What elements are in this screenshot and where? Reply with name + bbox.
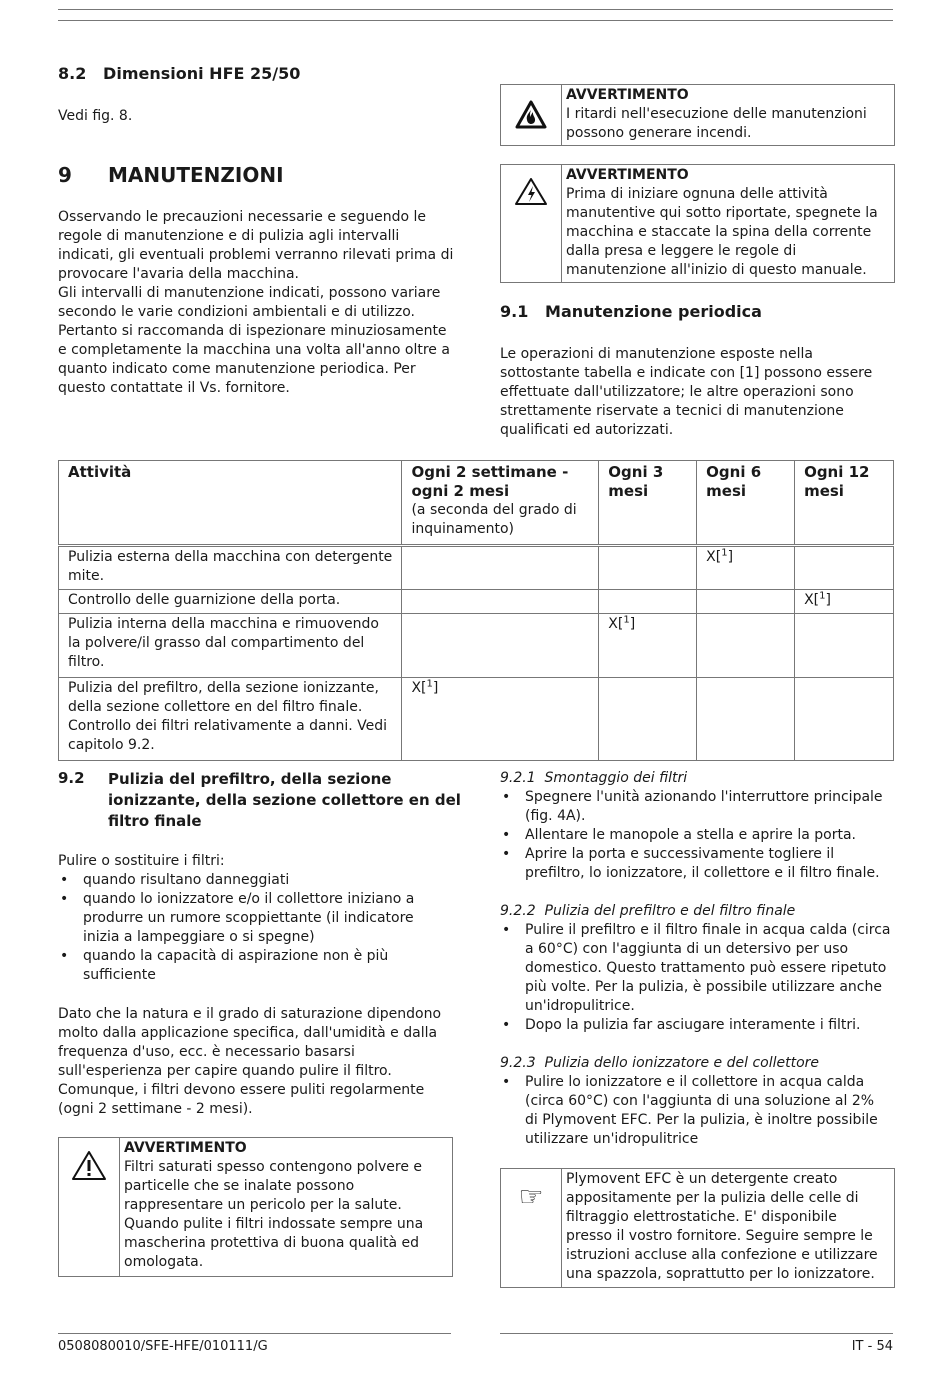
warning-box-fire: [500, 84, 895, 146]
mark-suffix: ]: [727, 549, 734, 565]
electric-warning-icon: [501, 165, 562, 282]
section-9-2-3-title: 9.2.3 Pulizia dello ionizzatore e del collettore: [500, 1055, 820, 1071]
header-3-months: Ogni 3 mesi: [599, 461, 697, 546]
interval-cell: [697, 590, 795, 614]
interval-cell: [599, 546, 697, 590]
mark-number: 1: [819, 590, 826, 602]
maintenance-table: [58, 460, 894, 761]
interval-cell: [697, 614, 795, 678]
section-9-2-1-title: 9.2.1 Smontaggio dei filtri: [500, 770, 688, 786]
interval-cell: [599, 590, 697, 614]
footer-page-number: IT - 54: [851, 1339, 893, 1354]
list-item: • Dopo la pulizia far asciugare interamente i filtri.: [500, 1016, 893, 1035]
footer-document-code: 0508080010/SFE-HFE/010111/G: [58, 1339, 268, 1354]
list-item: • quando lo ionizzatore e/o il collettore iniziano a produrre un rumore scoppiettante (il indicatore inizia a lampeggiare o si spegne): [58, 890, 453, 947]
header-12-months: Ogni 12 mesi: [795, 461, 894, 546]
table-header-row: [59, 461, 894, 546]
table-row: [59, 614, 894, 678]
activity-cell: Pulizia interna della macchina e rimuovendo la polvere/il grasso dal compartimento del filtro.: [59, 614, 402, 678]
section-9-2-2-bullets: [500, 921, 893, 1035]
warning-1-title: AVVERTIMENTO: [566, 87, 689, 103]
interval-cell: [599, 614, 697, 678]
warning-3-text: Filtri saturati spesso contengono polvere e particelle che se inalate possono rappresentare un pericolo per la salute. Quando pulite i filtri indossate sempre una mascherina protettiva di buona qualità ed omologata.: [124, 1159, 424, 1270]
list-item: • Pulire il prefiltro e il filtro finale in acqua calda (circa a 60°C) con l'aggiunta di un detersivo per uso domestico. Questo trattamento può essere ripetuto più volte. Per la pulizia, è possibile utilizzare anche un'idropulitrice.: [500, 921, 893, 1016]
section-9-2-1-bullets: [500, 788, 893, 883]
list-item: • quando la capacità di aspirazione non è più sufficiente: [58, 947, 453, 985]
header-2-weeks: [402, 461, 599, 546]
warning-3-title: AVVERTIMENTO: [124, 1140, 247, 1156]
header-2-weeks-note: (a seconda del grado di inquinamento): [411, 502, 577, 537]
section-9-1-body: Le operazioni di manutenzione esposte nella sottostante tabella e indicate con [1] possono essere effettuate dall'utilizzatore; le altre operazioni sono strettamente riservate a tecnici di manutenzione qualificati ed autorizzati.: [500, 346, 873, 438]
list-item: • quando risultano danneggiati: [58, 871, 453, 890]
warning-2-title: AVVERTIMENTO: [566, 167, 689, 183]
pointing-hand-icon: ☞: [501, 1169, 562, 1287]
interval-cell: [795, 614, 894, 678]
list-item: • Spegnere l'unità azionando l'interruttore principale (fig. 4A).: [500, 788, 893, 826]
warning-box-electric: [500, 164, 895, 283]
activity-cell: Pulizia esterna della macchina con detergente mite.: [59, 546, 402, 590]
warning-box-health: [58, 1137, 453, 1277]
section-9-1-title: 9.1 Manutenzione periodica: [500, 302, 762, 321]
section-9-2-body: Dato che la natura e il grado di saturazione dipendono molto dalla applicazione specifica, dall'umidità e dalla frequenza d'uso, ecc. è necessario basarsi sull'esperienza per capire quando pulire il filtro. Comunque, i filtri devono essere puliti regolarmente (ogni 2 settimane - 2 mesi).: [58, 1006, 442, 1117]
mark-number: 1: [721, 547, 728, 559]
footer-rule-left: [58, 1333, 451, 1334]
mark-number: 1: [426, 678, 433, 690]
general-warning-icon: [59, 1138, 120, 1276]
fire-warning-icon: [501, 85, 562, 145]
interval-cell: [599, 678, 697, 761]
interval-cell: [402, 678, 599, 761]
section-9-2-bullets: [58, 871, 453, 985]
list-item: • Pulire lo ionizzatore e il collettore in acqua calda (circa 60°C) con l'aggiunta di una soluzione al 2% di Plymovent EFC. Per la pulizia, è inoltre possibile utilizzare un'idropulitrice: [500, 1073, 893, 1149]
note-text: Plymovent EFC è un detergente creato appositamente per la pulizia delle celle di filtraggio elettrostatiche. E' disponibile presso il vostro fornitore. Seguire sempre le istruzioni accluse alla confezione e utilizzare una spazzola, soprattutto per lo ionizzatore.: [566, 1171, 878, 1282]
section-8-2-text: Vedi fig. 8.: [58, 108, 133, 124]
interval-cell: [795, 546, 894, 590]
mark-suffix: ]: [432, 680, 439, 696]
section-9-2-number: 9.2: [58, 769, 85, 787]
list-item: • Allentare le manopole a stella e aprire la porta.: [500, 826, 893, 845]
note-box: [500, 1168, 895, 1288]
table-row: [59, 678, 894, 761]
header-6-months: Ogni 6 mesi: [697, 461, 795, 546]
table-row: [59, 546, 894, 590]
header-rule-top: [58, 9, 893, 10]
mark-suffix: ]: [825, 592, 831, 608]
interval-cell: [402, 614, 599, 678]
section-9-2-intro: Pulire o sostituire i filtri:: [58, 853, 225, 869]
activity-cell: Controllo delle guarnizione della porta.: [59, 590, 402, 614]
table-row: [59, 590, 894, 614]
mark-prefix: X[: [706, 549, 722, 565]
section-9-body: Osservando le precauzioni necessarie e seguendo le regole di manutenzione e di pulizia agli intervalli indicati, gli eventuali problemi verranno rilevati prima di provocare l'avaria della macchina. Gli intervalli di manutenzione indicati, possono variare secondo le varie condizioni ambientali e di utilizzo. Pertanto si raccomanda di ispezionare minuziosamente e completamente la macchina una volta all'anno oltre a quanto indicato come manutenzione periodica. Per questo contattate il Vs. fornitore.: [58, 209, 454, 396]
interval-cell: [795, 678, 894, 761]
interval-cell: [402, 590, 599, 614]
section-9-2-2-title: 9.2.2 Pulizia del prefiltro e del filtro finale: [500, 903, 796, 919]
mark-suffix: ]: [629, 616, 636, 632]
interval-cell: [697, 678, 795, 761]
header-activity: Attività: [59, 461, 402, 546]
interval-cell: [795, 590, 894, 614]
section-8-2-title: 8.2 Dimensioni HFE 25/50: [58, 64, 301, 83]
header-2-weeks-label: Ogni 2 settimane - ogni 2 mesi: [411, 463, 569, 500]
mark-prefix: X[: [804, 592, 820, 608]
section-9-2-3-bullets: [500, 1073, 893, 1149]
section-9-2-title: Pulizia del prefiltro, della sezione ionizzante, della sezione collettore en del filtro finale: [108, 770, 461, 830]
mark-prefix: X[: [411, 680, 427, 696]
warning-1-text: I ritardi nell'esecuzione delle manutenzioni possono generare incendi.: [566, 106, 867, 141]
header-rule-bottom: [58, 20, 893, 21]
section-9-number: 9: [58, 163, 72, 187]
mark-number: 1: [623, 614, 630, 626]
section-9-title: MANUTENZIONI: [108, 163, 284, 187]
list-item: • Aprire la porta e successivamente togliere il prefiltro, lo ionizzatore, il collettore e il filtro finale.: [500, 845, 893, 883]
footer-rule-right: [500, 1333, 893, 1334]
warning-2-text: Prima di iniziare ognuna delle attività manutentive qui sotto riportate, spegnete la macchina e staccate la spina della corrente dalla presa e leggere le regole di manutenzione all'inizio di questo manuale.: [566, 186, 878, 278]
interval-cell: [402, 546, 599, 590]
interval-cell: [697, 546, 795, 590]
mark-prefix: X[: [608, 616, 624, 632]
activity-cell: Pulizia del prefiltro, della sezione ionizzante, della sezione collettore en del filtro finale. Controllo dei filtri relativamente a danni. Vedi capitolo 9.2.: [59, 678, 402, 761]
